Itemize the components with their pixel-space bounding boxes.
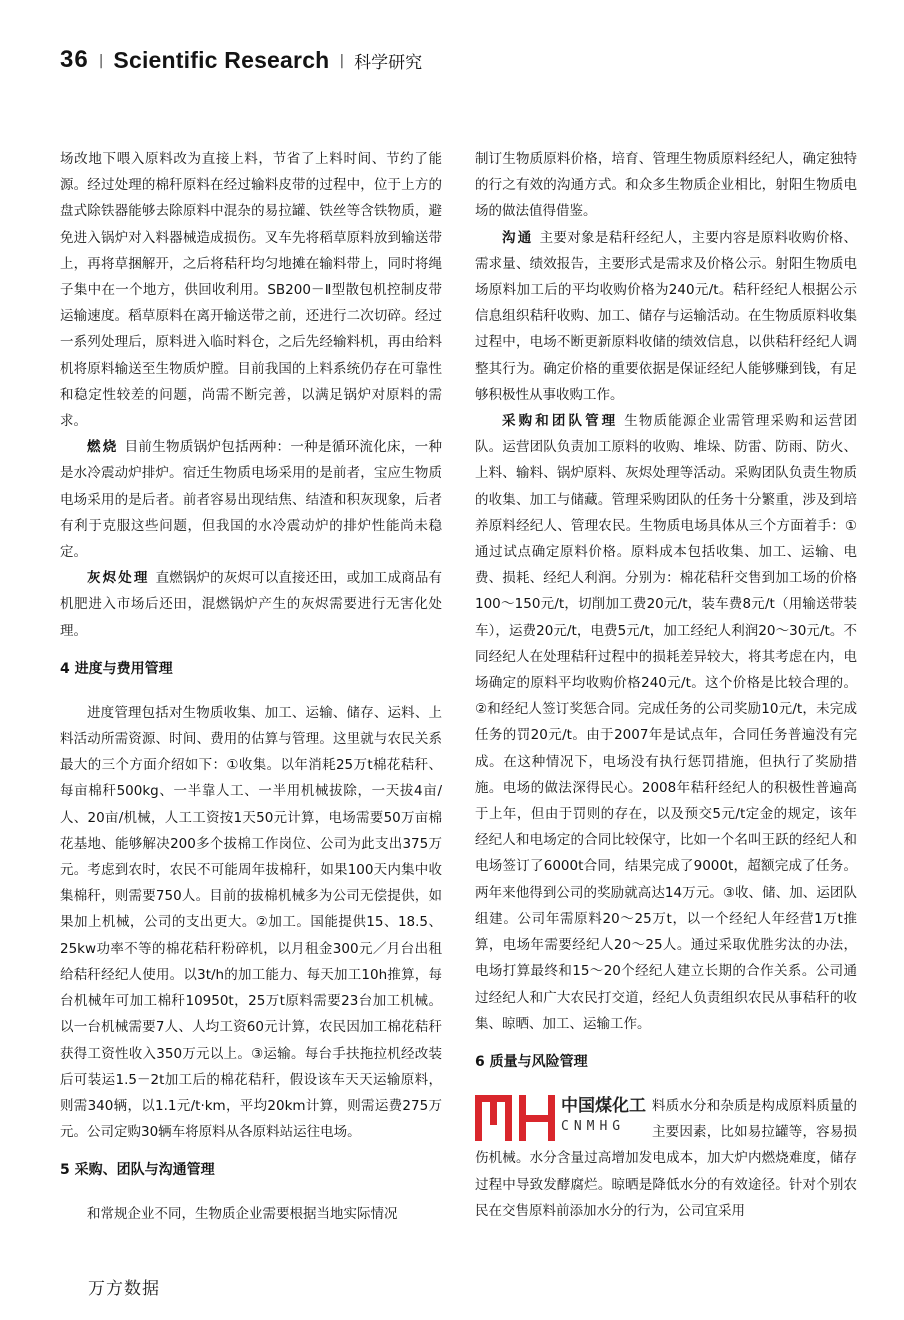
- cnmhg-logo-icon: [475, 1095, 555, 1141]
- paragraph-burn: [60, 434, 442, 565]
- watermark: [475, 1095, 646, 1141]
- paragraph: 和常规企业不同，生物质企业需要根据当地实际情况: [87, 1206, 398, 1223]
- header-separator: |: [98, 53, 104, 69]
- keyword-communication: 沟通: [502, 229, 534, 246]
- keyword-team: 采购和团队管理: [502, 413, 619, 430]
- section-heading-4: 4 进度与费用管理: [60, 660, 173, 677]
- section-heading-5: 5 采购、团队与沟通管理: [60, 1162, 215, 1179]
- right-column: [475, 146, 857, 1224]
- paragraph-text: 主要对象是秸秆经纪人，主要内容是原料收购价格、需求量、绩效报告，主要形式是需求及价格公示。射阳生物质电场原料加工后的平均收购价格为240元/t。秸秆经纪人根据公示信息组织秸秆收购、加工、储存与运输活动。在生物质原料收集过程中，电场不断更新原料收储的绩效信息，以供秸秆经纪人调整其行为。确定价格的重要依据是保证经纪人能够赚到钱，有足够积极性从事收购工作。: [475, 229, 857, 403]
- paragraph-communication: [475, 225, 857, 408]
- paragraph-text: 直燃锅炉的灰烬可以直接还田，或加工成商品有机肥进入市场后还田，混燃锅炉产生的灰烬需要进行无害化处理。: [60, 570, 443, 639]
- page-number: 36: [60, 46, 89, 73]
- keyword-ash: 灰烬处理: [87, 570, 150, 587]
- running-header: [60, 44, 422, 76]
- journal-title-zh: 科学研究: [354, 52, 423, 73]
- paragraph-ash: [60, 565, 442, 644]
- journal-title-en: Scientific Research: [113, 46, 330, 73]
- paragraph-prefix: 料质: [652, 1097, 680, 1114]
- footer-watermark: 万方数据: [88, 1279, 160, 1299]
- watermark-cn: 中国煤化工: [561, 1095, 646, 1116]
- paragraph: 制订生物质原料价格，培育、管理生物质原料经纪人，确定独特的行之有效的沟通方式。和众多生物质企业相比，射阳生物质电场的做法值得借鉴。: [475, 151, 857, 220]
- paragraph-text: 水分和杂质是构成原料质量的主要因素，比如易拉罐等，容易损伤机械。水分含量过高增加发电成本，加大炉内燃烧难度，储存过程中导致发酵腐烂。晾晒是降低水分的有效途径。针对个别农民在交售原料前添加水分的行为，公司宜采用: [475, 1097, 857, 1219]
- paragraph: 进度管理包括对生物质收集、加工、运输、储存、运料、上料活动所需资源、时间、费用的估算与管理。这里就与农民关系最大的三个方面介绍如下：①收集。以年消耗25万t棉花秸秆、每亩棉秆500kg、一半靠人工、一半用机械拔除，一天拔4亩/人、20亩/机械，人工工资按1天50元计算，电场需要50万亩棉花基地、能够解决200多个拔棉工作岗位、公司为此支出375万元。考虑到农时，农民不可能周年拔棉秆，如果100天内集中收集棉秆，则需要750人。目前的拔棉机械多为公司无偿提供，如果加上机械，公司的支出更大。②加工。国能提供15、18.5、25kw功率不等的棉花秸秆粉碎机，以月租金300元／月台出租给秸秆经纪人使用。以3t/h的加工能力、每天加工10h推算，每台机械年可加工棉秆10950t，25万t原料需要23台加工机械。以一台机械需要7人、人均工资60元计算，农民因加工棉花秸秆获得工资性收入350万元以上。③运输。每台手扶拖拉机经改装后可装运1.5－2t加工后的棉花秸秆，假设该车天天运输原料，则需340辆，以1.1元/t·km，平均20km计算，则需运费275万元。公司定购30辆车将原料从各原料站运往电场。: [60, 704, 442, 1141]
- paragraph-text: 生物质能源企业需管理采购和运营团队。运营团队负责加工原料的收购、堆垛、防雷、防雨、防火、上料、输料、锅炉原料、灰烬处理等活动。采购团队负责生物质的收集、加工与储藏。管理采购团队的任务十分繁重，涉及到培养原料经纪人、管理农民。生物质电场具体从三个方面着手：①通过试点确定原料价格。原料成本包括收集、加工、运输、电费、损耗、经纪人利润。分别为：棉花秸秆交售到加工场的价格100～150元/t，切削加工费20元/t，装车费8元/t（用输送带装车），运费20元/t，电费5元/t，加工经纪人利润20～30元/t。不同经纪人在处理秸秆过程中的损耗差异较大，将其考虑在内，电场确定的原料平均收购价格240元/t。这个价格是比较合理的。②和经纪人签订奖惩合同。完成任务的公司奖励10元/t，未完成任务的罚20元/t。由于2007年是试点年，合同任务普遍没有完成。在这种情况下，电场没有执行惩罚措施，但执行了奖励措施。电场的做法深得民心。2008年秸秆经纪人的积极性普遍高于上年，但由于罚则的存在，以及预交5元/t定金的规定，该年经纪人和电场定的合同比较保守，比如一个名叫王跃的经纪人和电场签订了6000t合同，结果完成了9000t，超额完成了任务。两年来他得到公司的奖励就高达14万元。③收、储、加、运团队组建。公司年需原料20～25万t，以一个经纪人年经营1万t推算，电场年需要经纪人20～25人。通过采取优胜劣汰的办法，电场打算最终和15～20个经纪人建立长期的合作关系。公司通过经纪人和广大农民打交道，经纪人负责组织农民从事秸秆的收集、晾晒、加工、运输工作。: [475, 413, 858, 1032]
- watermark-paragraph: [475, 1093, 857, 1224]
- watermark-en: CNMHG: [561, 1118, 626, 1134]
- header-separator-2: |: [339, 53, 345, 69]
- paragraph-team: [475, 408, 857, 1037]
- paragraph-text: 目前生物质锅炉包括两种：一种是循环流化床，一种是水冷震动炉排炉。宿迁生物质电场采用的是前者，宝应生物质电场采用的是后者。前者容易出现结焦、结渣和积灰现象，后者有利于克服这些问题，但我国的水冷震动炉的排炉性能尚未稳定。: [60, 439, 442, 561]
- left-column: [60, 146, 442, 1228]
- keyword-burn: 燃烧: [87, 439, 119, 456]
- section-heading-6: 6 质量与风险管理: [475, 1053, 588, 1070]
- paragraph: 场改地下喂入原料改为直接上料，节省了上料时间、节约了能源。经过处理的棉秆原料在经过输料皮带的过程中，位于上方的盘式除铁器能够去除原料中混杂的易拉罐、铁丝等含铁物质，避免进入锅炉对入料器械造成损伤。叉车先将稻草原料放到输送带上，再将草捆解开，之后将秸秆均匀地摊在输料带上，同时将绳子集中在一个地方，供回收利用。SB200－Ⅱ型散包机控制皮带运输速度。稻草原料在离开输送带之前，还进行二次切碎。经过一系列处理后，原料进入临时料仓，之后先经输料机，再由给料机将原料输送至生物质炉膛。目前我国的上料系统仍存在可靠性和稳定性较差的问题，尚需不断完善，以满足锅炉对原料的需求。: [60, 151, 442, 430]
